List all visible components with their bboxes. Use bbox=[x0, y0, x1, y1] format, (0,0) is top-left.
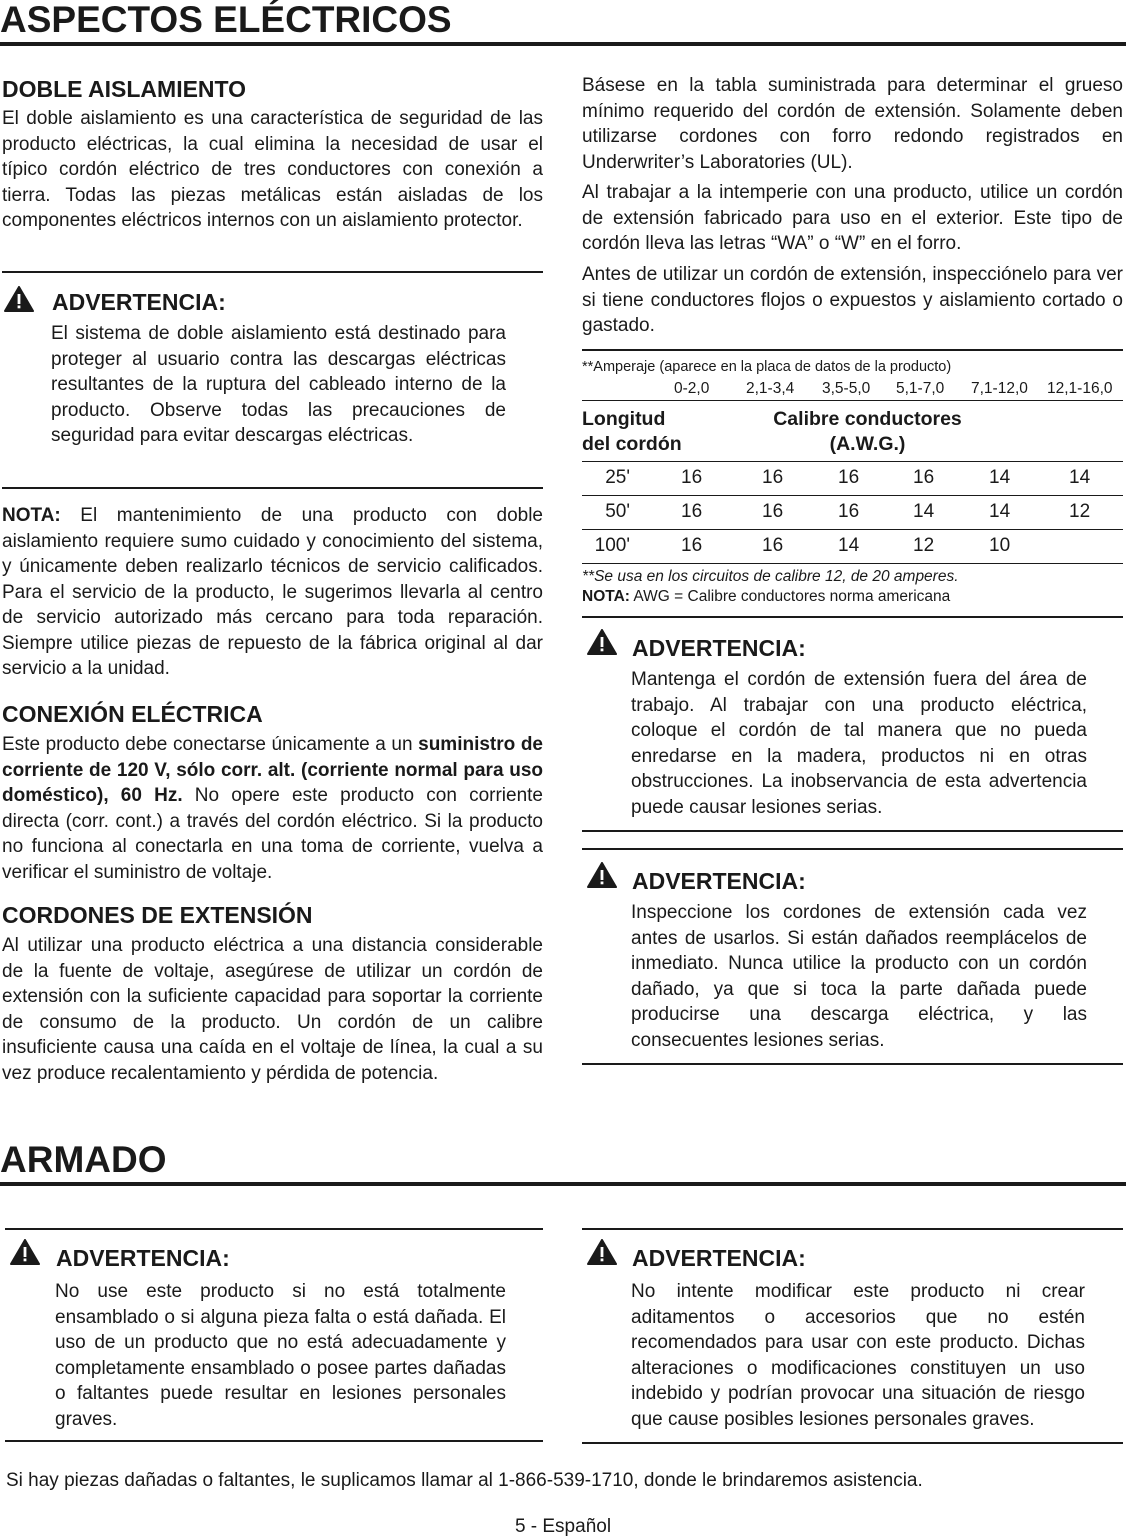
gauge-value: 16 bbox=[838, 501, 860, 522]
title-rule bbox=[0, 1182, 1126, 1186]
cord-length: 50' bbox=[605, 501, 630, 522]
section-title-assembly: ARMADO bbox=[0, 1139, 167, 1180]
warning-triangle-icon bbox=[587, 862, 617, 888]
amperage-caption: **Amperaje (aparece en la placa de datos de la producto) bbox=[582, 359, 952, 375]
gauge-value: 14 bbox=[989, 467, 1011, 488]
gauge-value: 10 bbox=[989, 535, 1011, 556]
note-text: El mantenimiento de una producto con doble aislamiento requiere sumo cuidado y conocimiento del sistema, y únicamente deben realizarlo técnicos de servicio calificados. Para el servicio de la producto, le sugerimos llevarla al centro de servicio autorizado más cercano para toda reparación. Siempre utilice piezas de repuesto de la fábrica original al dar servicio a la unidad. bbox=[2, 505, 543, 679]
heading-extension-cords: CORDONES DE EXTENSIÓN bbox=[2, 902, 313, 928]
gauge-value: 16 bbox=[762, 501, 784, 522]
electrical-connection-text bbox=[2, 732, 543, 885]
table-rule-top bbox=[582, 349, 1123, 351]
gauge-value: 16 bbox=[913, 467, 935, 488]
gauge-value: 16 bbox=[762, 467, 784, 488]
amp-range: 0-2,0 bbox=[674, 380, 710, 397]
warning-triangle-icon bbox=[587, 629, 617, 655]
section-title-electrical: ASPECTOS ELÉCTRICOS bbox=[0, 0, 452, 40]
table-row bbox=[582, 529, 1123, 563]
amp-range: 12,1-16,0 bbox=[1047, 380, 1113, 397]
warning-double-insulation-text: El sistema de doble aislamiento está destinado para proteger al usuario contra las descargas eléctricas resultantes de la ruptura del cableado interno de la producto. Observe todas las precauciones de seguridad para evitar descargas eléctricas. bbox=[51, 323, 506, 446]
table-rule bbox=[582, 400, 1123, 401]
warning-label: ADVERTENCIA: bbox=[56, 1245, 230, 1271]
title-rule bbox=[0, 42, 1126, 46]
amp-range: 5,1-7,0 bbox=[896, 380, 945, 397]
column-header-length-line2: del cordón bbox=[582, 433, 682, 455]
table-row bbox=[582, 461, 1123, 495]
gauge-value: 14 bbox=[1069, 467, 1091, 488]
warning-inspect-cords-text: Inspeccione los cordones de extensión cada vez antes de usarlos. Si están dañados reemplácelos de inmediato. Nunca utilice la producto con un cordón dañado, ya que si toca la parte dañada puede producirse una descarga eléctrica, y las consecuentes lesiones serias. bbox=[631, 902, 1087, 1051]
gauge-value: 12 bbox=[913, 535, 935, 556]
warning-no-modifications-text: No intente modificar este producto ni crear aditamentos o accesorios que no estén recomendados para usar con este producto. Dichas alteraciones o modificaciones constituyen un uso indebido y podrían provocar una situación de riesgo que cause posibles lesiones personales graves. bbox=[631, 1281, 1085, 1430]
warning-rule-bottom bbox=[582, 830, 1123, 832]
table-rule bbox=[582, 563, 1123, 564]
column-header-gauge bbox=[760, 407, 975, 457]
gauge-value: 14 bbox=[989, 501, 1011, 522]
right-paragraph-3: Antes de utilizar un cordón de extensión, inspecciónelo para ver si tiene conductores flojos o expuestos y aislamiento cortado o gastado. bbox=[582, 264, 1123, 336]
right-paragraph-2: Al trabajar a la intemperie con una producto, utilice un cordón de extensión fabricado para uso en el exterior. Este tipo de cordón lleva las letras “WA” o “W” en el forro. bbox=[582, 182, 1123, 254]
gauge-value: 12 bbox=[1069, 501, 1091, 522]
warning-rule-top bbox=[582, 616, 1123, 618]
page-number: 5 - Español bbox=[514, 1516, 612, 1537]
amp-range: 2,1-3,4 bbox=[746, 380, 795, 397]
gauge-value: 14 bbox=[913, 501, 935, 522]
warning-rule-top bbox=[5, 1228, 543, 1230]
warning-label: ADVERTENCIA: bbox=[632, 1245, 806, 1271]
heading-electrical-connection: CONEXIÓN ELÉCTRICA bbox=[2, 701, 263, 727]
warning-rule-top bbox=[582, 1228, 1123, 1230]
gauge-value: 16 bbox=[681, 467, 703, 488]
gauge-value: 16 bbox=[681, 501, 703, 522]
note-label: NOTA: bbox=[2, 505, 61, 526]
missing-parts-help-text: Si hay piezas dañadas o faltantes, le suplicamos llamar al 1-866-539-1710, donde le brindaremos asistencia. bbox=[6, 1470, 923, 1491]
heading-double-insulation: DOBLE AISLAMIENTO bbox=[2, 76, 247, 102]
maintenance-note bbox=[2, 503, 543, 682]
gauge-value: 14 bbox=[838, 535, 860, 556]
gauge-value: 16 bbox=[681, 535, 703, 556]
amp-range: 3,5-5,0 bbox=[822, 380, 871, 397]
column-header-gauge-line1: Calibre conductores bbox=[773, 408, 962, 430]
column-header-gauge-line2: (A.W.G.) bbox=[829, 433, 906, 455]
warning-rule-bottom bbox=[2, 487, 543, 489]
table-note bbox=[582, 588, 950, 606]
connection-text-pre: Este producto debe conectarse únicamente a un bbox=[2, 734, 419, 755]
gauge-value: 16 bbox=[838, 467, 860, 488]
connection-text-post: No opere este producto con corriente directa (corr. cont.) a través del cordón eléctrico. Si la producto no funciona al conectarla en una toma de corriente, vuelva a verificar el suministro de voltaje. bbox=[2, 785, 543, 883]
warning-triangle-icon bbox=[10, 1239, 40, 1265]
table-note-label: NOTA: bbox=[582, 588, 630, 605]
cord-length: 25' bbox=[605, 467, 630, 488]
extension-cords-text: Al utilizar una producto eléctrica a una distancia considerable de la fuente de voltaje, asegúrese de utilizar un cordón de extensión con la suficiente capacidad para soportar la corriente de consumo de la producto. Un cordón de un calibre insuficiente causa una caída en el voltaje de línea, la cual a su vez produce recalentamiento y pérdida de potencia. bbox=[2, 935, 543, 1084]
warning-rule-top bbox=[2, 271, 543, 273]
warning-rule-bottom bbox=[582, 1442, 1123, 1444]
warning-rule-bottom bbox=[582, 1063, 1123, 1065]
connection-text-bold: suministro de corriente de 120 V, sólo corr. alt. (corriente normal para uso doméstico), 60 Hz. bbox=[2, 734, 543, 806]
gauge-value: 16 bbox=[762, 535, 784, 556]
cord-length: 100' bbox=[594, 535, 630, 556]
warning-incomplete-assembly-text: No use este producto si no está totalmente ensamblado o si alguna pieza falta o está dañada. El uso de un producto que no está adecuadamente y completamente ensamblado o posee partes dañadas o faltantes puede resultar en lesiones personales graves. bbox=[55, 1281, 506, 1430]
right-paragraph-1: Básese en la tabla suministrada para determinar el grueso mínimo requerido del cordón de extensión. Solamente deben utilizarse cordones con forro redondo registrados en Underwriter’s Laboratories (UL). bbox=[582, 75, 1123, 173]
amp-range: 7,1-12,0 bbox=[971, 380, 1028, 397]
warning-label: ADVERTENCIA: bbox=[52, 289, 226, 315]
double-insulation-text: El doble aislamiento es una característica de seguridad de las producto eléctricas, la cual elimina la necesidad de usar el típico cordón eléctrico de tres conductores con conexión a tierra. Todas las piezas metálicas están aisladas de los componentes eléctricos internos con un aislamiento protector. bbox=[2, 108, 543, 231]
warning-label: ADVERTENCIA: bbox=[632, 635, 806, 661]
warning-extension-workarea-text: Mantenga el cordón de extensión fuera del área de trabajo. Al trabajar con una producto eléctrica, coloque el cordón de tal manera que no pueda enredarse en la madera, productos ni en otras obstrucciones. La inobservancia de esta advertencia puede causar lesiones serias. bbox=[631, 669, 1087, 818]
table-row bbox=[582, 495, 1123, 529]
warning-triangle-icon bbox=[587, 1239, 617, 1265]
table-footnote: **Se usa en los circuitos de calibre 12, de 20 amperes. bbox=[582, 568, 959, 585]
warning-triangle-icon bbox=[4, 286, 34, 312]
warning-label: ADVERTENCIA: bbox=[632, 868, 806, 894]
warning-rule-bottom bbox=[5, 1440, 543, 1442]
table-note-text: AWG = Calibre conductores norma americana bbox=[629, 588, 951, 605]
column-header-length-line1: Longitud bbox=[582, 408, 666, 430]
column-header-length bbox=[582, 407, 682, 457]
warning-rule-top bbox=[582, 848, 1123, 850]
